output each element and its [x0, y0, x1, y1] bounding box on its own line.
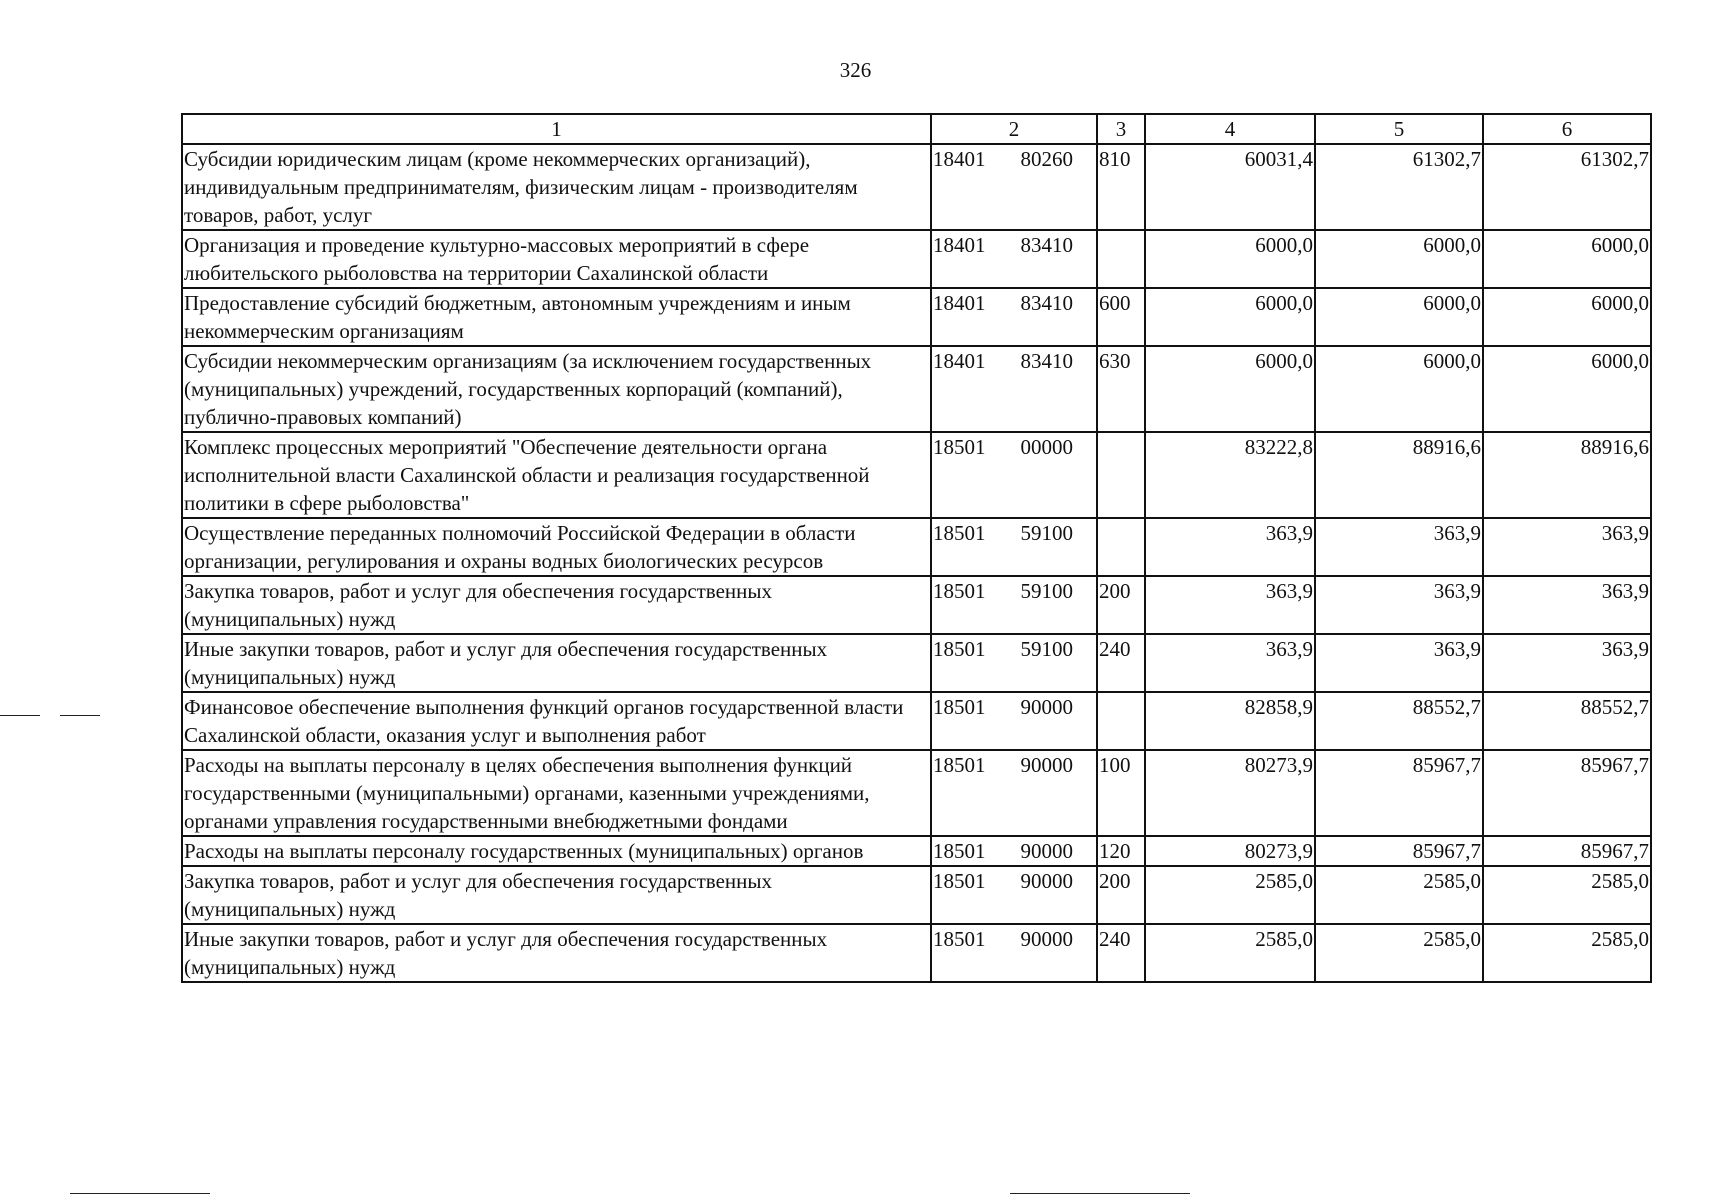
- value-col-5: 363,9: [1315, 576, 1483, 634]
- value-col-6: 363,9: [1483, 518, 1651, 576]
- row-code: [931, 346, 1097, 432]
- value-col-5: 363,9: [1315, 634, 1483, 692]
- value-col-4: 363,9: [1145, 634, 1315, 692]
- program-code: 18501: [933, 435, 986, 459]
- expense-type-code: 240: [1097, 924, 1145, 982]
- value-col-5: 2585,0: [1315, 924, 1483, 982]
- header-col-6: 6: [1483, 114, 1651, 144]
- value-col-4: 363,9: [1145, 576, 1315, 634]
- row-code: [931, 518, 1097, 576]
- direction-code: 83410: [1020, 349, 1073, 373]
- value-col-5: 363,9: [1315, 518, 1483, 576]
- direction-code: 00000: [1020, 435, 1073, 459]
- value-col-6: 88552,7: [1483, 692, 1651, 750]
- row-name: Субсидии юридическим лицам (кроме некоммерческих организаций), индивидуальным предпринимателям, физическим лицам - производителям товаров, работ, услуг: [182, 144, 931, 230]
- expense-type-code: [1097, 230, 1145, 288]
- row-code: [931, 866, 1097, 924]
- row-name: Закупка товаров, работ и услуг для обеспечения государственных (муниципальных) нужд: [182, 576, 931, 634]
- direction-code: 90000: [1020, 839, 1073, 863]
- value-col-6: 363,9: [1483, 634, 1651, 692]
- header-col-4: 4: [1145, 114, 1315, 144]
- value-col-5: 6000,0: [1315, 346, 1483, 432]
- value-col-5: 88552,7: [1315, 692, 1483, 750]
- row-code: [931, 924, 1097, 982]
- row-name: Расходы на выплаты персоналу в целях обеспечения выполнения функций государственными (муниципальными) органами, казенными учреждениями, органами управления государственными внебюджетными фондами: [182, 750, 931, 836]
- table-row: [182, 924, 1651, 982]
- program-code: 18401: [933, 233, 986, 257]
- header-row: [182, 114, 1651, 144]
- scan-artifact: [70, 1193, 210, 1194]
- program-code: 18501: [933, 927, 986, 951]
- program-code: 18501: [933, 637, 986, 661]
- program-code: 18401: [933, 291, 986, 315]
- table-row: [182, 836, 1651, 866]
- value-col-4: 6000,0: [1145, 288, 1315, 346]
- expense-type-code: [1097, 518, 1145, 576]
- direction-code: 90000: [1020, 869, 1073, 893]
- table-row: [182, 576, 1651, 634]
- row-name: Предоставление субсидий бюджетным, автономным учреждениям и иным некоммерческим организациям: [182, 288, 931, 346]
- row-code: [931, 692, 1097, 750]
- row-name: Иные закупки товаров, работ и услуг для обеспечения государственных (муниципальных) нужд: [182, 924, 931, 982]
- expense-type-code: 200: [1097, 576, 1145, 634]
- table-row: [182, 432, 1651, 518]
- table-row: [182, 144, 1651, 230]
- direction-code: 83410: [1020, 291, 1073, 315]
- value-col-6: 85967,7: [1483, 836, 1651, 866]
- value-col-6: 6000,0: [1483, 288, 1651, 346]
- value-col-4: 83222,8: [1145, 432, 1315, 518]
- direction-code: 83410: [1020, 233, 1073, 257]
- value-col-5: 88916,6: [1315, 432, 1483, 518]
- expense-type-code: [1097, 432, 1145, 518]
- program-code: 18501: [933, 753, 986, 777]
- expense-type-code: 120: [1097, 836, 1145, 866]
- row-code: [931, 750, 1097, 836]
- expense-type-code: 810: [1097, 144, 1145, 230]
- row-name: Закупка товаров, работ и услуг для обеспечения государственных (муниципальных) нужд: [182, 866, 931, 924]
- table-row: [182, 346, 1651, 432]
- value-col-4: 2585,0: [1145, 924, 1315, 982]
- direction-code: 59100: [1020, 637, 1073, 661]
- table-row: [182, 288, 1651, 346]
- row-code: [931, 288, 1097, 346]
- direction-code: 59100: [1020, 521, 1073, 545]
- expense-type-code: [1097, 692, 1145, 750]
- row-name: Субсидии некоммерческим организациям (за исключением государственных (муниципальных) учреждений, государственных корпораций (компаний), публично-правовых компаний): [182, 346, 931, 432]
- value-col-6: 2585,0: [1483, 866, 1651, 924]
- budget-table: [181, 113, 1652, 983]
- scan-artifact: [1010, 1193, 1190, 1194]
- program-code: 18501: [933, 521, 986, 545]
- value-col-5: 6000,0: [1315, 230, 1483, 288]
- program-code: 18501: [933, 839, 986, 863]
- row-name: Финансовое обеспечение выполнения функций органов государственной власти Сахалинской области, оказания услуг и выполнения работ: [182, 692, 931, 750]
- value-col-6: 88916,6: [1483, 432, 1651, 518]
- program-code: 18401: [933, 147, 986, 171]
- table-row: [182, 230, 1651, 288]
- table-row: [182, 692, 1651, 750]
- scan-artifact: [60, 715, 100, 716]
- value-col-4: 80273,9: [1145, 836, 1315, 866]
- value-col-6: 6000,0: [1483, 346, 1651, 432]
- row-code: [931, 144, 1097, 230]
- value-col-4: 60031,4: [1145, 144, 1315, 230]
- program-code: 18501: [933, 869, 986, 893]
- value-col-4: 6000,0: [1145, 230, 1315, 288]
- expense-type-code: 630: [1097, 346, 1145, 432]
- header-col-5: 5: [1315, 114, 1483, 144]
- value-col-6: 61302,7: [1483, 144, 1651, 230]
- table-row: [182, 750, 1651, 836]
- value-col-5: 6000,0: [1315, 288, 1483, 346]
- row-code: [931, 836, 1097, 866]
- row-name: Расходы на выплаты персоналу государственных (муниципальных) органов: [182, 836, 931, 866]
- row-code: [931, 230, 1097, 288]
- value-col-5: 2585,0: [1315, 866, 1483, 924]
- row-code: [931, 576, 1097, 634]
- value-col-6: 2585,0: [1483, 924, 1651, 982]
- row-name: Осуществление переданных полномочий Российской Федерации в области организации, регулирования и охраны водных биологических ресурсов: [182, 518, 931, 576]
- direction-code: 90000: [1020, 695, 1073, 719]
- row-name: Организация и проведение культурно-массовых мероприятий в сфере любительского рыболовства на территории Сахалинской области: [182, 230, 931, 288]
- program-code: 18501: [933, 579, 986, 603]
- program-code: 18401: [933, 349, 986, 373]
- value-col-6: 85967,7: [1483, 750, 1651, 836]
- header-col-3: 3: [1097, 114, 1145, 144]
- value-col-6: 363,9: [1483, 576, 1651, 634]
- expense-type-code: 600: [1097, 288, 1145, 346]
- value-col-5: 85967,7: [1315, 750, 1483, 836]
- value-col-4: 6000,0: [1145, 346, 1315, 432]
- direction-code: 80260: [1020, 147, 1073, 171]
- direction-code: 90000: [1020, 927, 1073, 951]
- direction-code: 90000: [1020, 753, 1073, 777]
- scan-artifact: [0, 715, 40, 716]
- page-number: 326: [839, 58, 872, 82]
- row-name: Иные закупки товаров, работ и услуг для обеспечения государственных (муниципальных) нужд: [182, 634, 931, 692]
- value-col-4: 82858,9: [1145, 692, 1315, 750]
- table-row: [182, 634, 1651, 692]
- value-col-4: 363,9: [1145, 518, 1315, 576]
- expense-type-code: 240: [1097, 634, 1145, 692]
- value-col-5: 61302,7: [1315, 144, 1483, 230]
- expense-type-code: 200: [1097, 866, 1145, 924]
- value-col-6: 6000,0: [1483, 230, 1651, 288]
- program-code: 18501: [933, 695, 986, 719]
- header-col-1: 1: [182, 114, 931, 144]
- value-col-4: 2585,0: [1145, 866, 1315, 924]
- row-code: [931, 432, 1097, 518]
- table-row: [182, 866, 1651, 924]
- expense-type-code: 100: [1097, 750, 1145, 836]
- row-code: [931, 634, 1097, 692]
- value-col-5: 85967,7: [1315, 836, 1483, 866]
- header-col-2: 2: [931, 114, 1097, 144]
- row-name: Комплекс процессных мероприятий "Обеспечение деятельности органа исполнительной власти Сахалинской области и реализация государственной политики в сфере рыболовства": [182, 432, 931, 518]
- value-col-4: 80273,9: [1145, 750, 1315, 836]
- direction-code: 59100: [1020, 579, 1073, 603]
- table-row: [182, 518, 1651, 576]
